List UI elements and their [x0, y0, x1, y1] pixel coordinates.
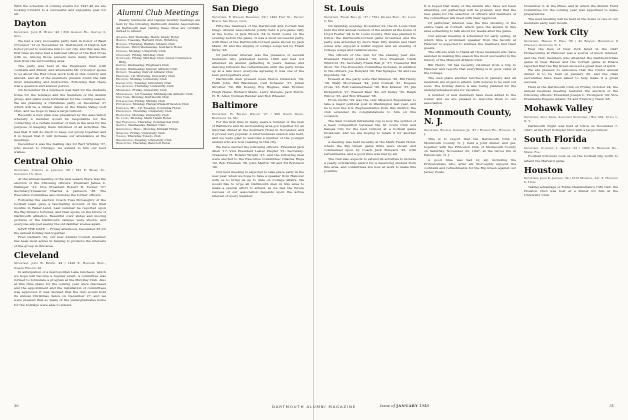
paragraph: This is to report that the Dartmouth Club of Monmouth County, N. J. held a joint dinner and get-together with the Princeton Club of Monmouth County on Saturday, November 22, 1947, at the Grove Inn in Eatontown, N. J. [424, 136, 516, 157]
secretary-address: Secretary, Charles A. Jameson '38 / 591 E. Broad St., Columbus 15, Ohio [14, 168, 106, 177]
meeting-item: Baltimore, Third Wednesday, Southern Hotel [116, 45, 182, 50]
club-heading: Cleveland [14, 249, 59, 260]
paragraph: It is hoped that many of the alumni who have not been attending our gatherings will be present, and that the new plans for the selection of officers and members of the committees will meet with their approval. [424, 4, 516, 21]
paragraph: On November 29 a luncheon was held for the students home for the holidays and the members of the alumni group, and plans were formulated for the coming season. We are planning a Christmas party on December 27 which will be a dinner dance at the Miami Valley Golf Club, and we hope to have a large turnout. [14, 88, 106, 113]
paragraph: Dartmouth Night was held at Utica on November 7, 1947, at the Fort Schuyler Club with a large turnout. [524, 123, 618, 132]
club-heading: New York City [524, 26, 589, 37]
secretary-address: Secretary, Clifford L. Graves '23 / 1800 N. Bayshore Dr., Miami, Fla. [524, 145, 618, 154]
meeting-item: New York, Monday, Dartmouth Club [116, 95, 170, 100]
meeting-detail: Thursday, Buffalo Athletic Club [128, 41, 176, 46]
club-heading: Houston [524, 164, 563, 175]
meeting-list [116, 36, 200, 146]
secretary-address: Secretary, Frank Bell Jr. '37 / 7501 Delmar Blvd., St. Louis 5, Mo. [324, 14, 416, 23]
meeting-detail: Thursday, Bancroft Hotel [132, 141, 171, 146]
meeting-item: Cleveland, Friday, Mid-Day Club, Union Commerce Bldg. [116, 56, 192, 64]
issue-prefix: Issue of [380, 403, 395, 408]
secretary-address: Secretary, Paul Shaw, Assistant Secretary / Box 332, Utica 1, N. Y. [524, 115, 618, 124]
meeting-city: Dayton [116, 63, 126, 68]
meeting-detail: Friday, Mid-Day Club, Union Commerce Bldg. [119, 56, 192, 64]
meeting-detail: 1st Thursday, University Club [130, 73, 176, 78]
meeting-detail: Monday, Kimball Hotel [143, 127, 178, 131]
paragraph: We are pleased to announce that the Club's annual dinner is to be held on January 30, and the class secretaries have been asked to help make it a great success. [524, 68, 618, 85]
meeting-city: Los Angeles [116, 84, 133, 89]
paragraph: Fred Gerhard '32, our new Alumni Council member, has been most active in helping to promote the interests of the group in this area. [14, 235, 106, 248]
right-page [314, 0, 628, 420]
meeting-city: Atlanta [116, 34, 127, 39]
meeting-city: Pittsburgh [116, 102, 131, 107]
meeting-detail: Tuesday, University Club [134, 137, 172, 142]
meeting-item: Dayton, Wednesday, Engineers Club [116, 63, 169, 68]
meeting-city: Cincinnati [116, 52, 131, 57]
meeting-item: Seattle, Wednesday, Rainier Club [116, 123, 166, 128]
meeting-detail: Friday, Midday Club [134, 98, 166, 103]
meeting-detail: Wednesday, Rainier Club [128, 123, 166, 128]
paragraph: For the first time in many years a number of the men of Baltimore and its surrounding area got together for an informal dinner at the Southern Hotel in November, and it proved very popular. A brief business session was held, and we were glad to welcome a number of the younger alumni who are now residing in this city. [212, 120, 304, 145]
meeting-detail: Friday, Mid-Day Club [131, 52, 164, 57]
meeting-detail: Monday, Mark Twain Hotel [130, 116, 171, 121]
paragraph: The officers wish to thank all those members who have assisted in making this season the most successful in the history of the Missouri Athletic Club. [424, 50, 516, 63]
issue-line [380, 403, 429, 408]
meeting-detail: Thursday, Commercial Club [137, 119, 179, 124]
left-column-3 [212, 4, 304, 399]
meeting-city: St. Louis [116, 116, 129, 121]
paragraph: Taking advantage of Eddie Chamberlain's ('36) visit, the Houston Club was host at a dinner for him at the University Club. [524, 185, 618, 198]
meeting-city: New York [116, 95, 130, 100]
meeting-city: Milwaukee [116, 87, 131, 92]
meeting-item: Providence, Thursday, University Club [116, 109, 172, 114]
meeting-item: Portland, Me., 1st Tuesday, Columbia Hotel [116, 105, 181, 110]
meeting-item: Boston, Tuesday, Harvard Club, Winthrop [116, 38, 178, 43]
meeting-city: Detroit [116, 70, 127, 75]
meeting-city: Portland, Me. [116, 105, 136, 110]
meeting-item: Washington, Tuesday, University Club [116, 137, 172, 142]
meeting-city: Providence [116, 109, 132, 114]
paragraph: How the men of New York fared in the 1947 Homecoming at Hanover was a source of much interest, and the Club members who attended the Dartmouth-Yale game in New Haven and the Cornell game at Ithaca reported that the Big Green showed a great deal of spirit. [524, 47, 618, 68]
club-heading: San Diego [212, 4, 259, 13]
paragraph: Fifty-five members of the Dartmouth and Cornell San Diego Alumni Associations jointly held a pre-game rally at the home of Jack Brown '34 in Point Loma on the evening before the game. It was a most successful party, with films of the Dartmouth-Cornell game shown by Jack Mann '36 and the singing of college songs led by Frank Kirby '28. [212, 23, 304, 52]
box-intro: Weekly luncheons and regular monthly meetings are held by the following Dartmouth Alumni Associations. All Dartmouth men visiting these cities are cordially invited to attend. [116, 18, 200, 34]
page-number-left: 30 [14, 404, 19, 408]
club-heading: St. Louis [324, 4, 365, 13]
secretary-address: Secretary, Harold F. Hall '36 / 45 Beacon, Bronxville 8 (Nassau), Irvington, N. Y. [524, 38, 618, 47]
box-title: Alumni Club Meetings [117, 8, 199, 17]
meeting-detail: Wednesday, Denver Athletic Club [127, 66, 178, 71]
paragraph: A good time was had by all, including the Princetonians who, after all, thoroughly enjoyed the cocktails and refreshments for the Big Green against our Jersey rivals. [424, 157, 516, 174]
paragraph: The club plans another luncheon in January and all members are urged to attend, with notices to be sent out soon. The holiday dance is also being planned for the undergraduates home for vacation. [424, 75, 516, 92]
meeting-item: Syracuse, Friday, University Club [116, 130, 165, 135]
paragraph: We had a very successful party held in honor of Basil O'Connor '12 on November 12. Dartmouth of Dayton felt honor proud to welcome him to our city, and this was the first time we have had a national officer of the Red Cross with us. Among those present were many Dartmouth men from the surrounding area. [14, 38, 106, 63]
meeting-city: Syracuse [116, 130, 129, 135]
meeting-item: Denver, Wednesday, Denver Athletic Club [116, 66, 178, 71]
meeting-item: Worcester, Thursday, Bancroft Hotel [116, 141, 171, 146]
club-heading: Monmouth County, N. J. [424, 106, 512, 127]
meeting-city: Chicago [116, 48, 127, 53]
meeting-city: Houston [116, 77, 128, 82]
meeting-city: Philadelphia [116, 98, 133, 103]
club-heading: Mohawk Valley [524, 103, 593, 114]
meeting-city: Minneapolis [116, 91, 133, 96]
secretary-address: Secretary, John W. Beekel '44 / 1400 E. Hanford Blvd., Shaker Heights 20 [14, 261, 106, 270]
club-heading: Dayton [14, 18, 47, 29]
meeting-detail: Tuesday, Detroit Athletic Club [128, 70, 174, 75]
meeting-item: San Francisco, Thursday, Commercial Club [116, 119, 179, 124]
meeting-city: Washington [116, 137, 133, 142]
paragraph: December 4 was the mailing day for Bert Whiting '37, who moved to Chicago; we extend to him our best wishes. [14, 142, 106, 155]
meeting-item: Kansas City, Tuesday, University Club [116, 80, 172, 85]
meeting-city: Buffalo [116, 41, 127, 46]
meeting-item: Minneapolis, 1st Tuesday, Minneapolis Athletic Club [116, 91, 193, 96]
meeting-detail: Friday, University Club [132, 87, 167, 92]
meeting-item: Houston, Monday, University Club [116, 77, 167, 82]
secretary-address: Secretary, F. William Blackman '29 / 1462 Fort St., Pacific Beach, San Diego, Calif. [212, 14, 304, 23]
paragraph: Held at the Dartmouth Club on Friday, October 24, the annual business meeting featured the election of the following officers: President Joseph C. Thompson '20; Vice Presidents Eugene Adams '32 and Francis J. Nash '28. [524, 85, 618, 102]
meeting-detail: Wednesday, Engineers Club [127, 63, 169, 68]
paragraph: Following the election Coach Tuss McLaughry of the football team gave a fascinating account of his final months in Baker-Land. Last summer he reported upon the Big Green's fortunes, and then spoke on the future of Dartmouth athletics. Beautiful color slides and moving pictures of the Dartmouth campus were shown, and everyone enjoyed seeing the old familiar scenes again. [14, 197, 106, 227]
left-column-1 [14, 4, 106, 399]
paragraph: The club also expects to extend its activities to include a yearly scholarship award for a deserving student from this area, and committees are now at work to make this possible. [324, 156, 416, 173]
meeting-detail: Friday, University Club [130, 130, 165, 135]
paragraph: Bill Henry '39 has recently returned from a trip to Hanover and reports that everything is in good order at the College. [424, 63, 516, 76]
meeting-detail: Thursday, University Club [133, 109, 172, 114]
paragraph: Of particular interest was the presence of several members who graduated before 1900 and had not attended an alumni gathering in years. Games and dancing followed the refreshments until the party broke up at a late hour, everyone agreeing it was one of the best get-togethers ever. [212, 52, 304, 77]
meeting-item: Cincinnati, Friday, Mid-Day Club [116, 52, 164, 57]
paragraph: The officers of the club for the ensuing year are: President Harold Johnson '32; Vice President Clark Whitford '35; Secretary Frank Bell Jr. '37; Treasurer Bill Stout '39. The Executive Committee includes, in addition to the officers, Joe Bunyard '28, Hal Sprague '30 and Lee Ingoldsby '34. [324, 52, 416, 77]
paragraph: With the schedule of coming events for 1947-48 we are looking forward to a successful and enjoyable year for all. [14, 4, 106, 17]
meeting-item: Pittsburgh, Monday, Harvard-Yale-Princeton Club [116, 102, 189, 107]
meeting-city: Hartford [116, 73, 129, 78]
paragraph: Our annual meeting is scheduled for early spring, at which time a prominent speaker from the faculty at Hanover is expected to address the members and their guests. [424, 33, 516, 50]
right-column-1 [324, 4, 416, 399]
meeting-city: Baltimore [116, 45, 130, 50]
issue-month: JANUARY [396, 404, 419, 408]
paragraph: We have elected the following officers: President Jack Allen '17; Vice President Lester Ziegler '21; Secretary-Treasurer H. Roland Wright '27; and the following men were elected to the Executive Committee: Charles Ruge '32, Bob Fineman '38, John Martin '38 and Ed Robinson '40. [212, 145, 304, 170]
meeting-item: Milwaukee, Friday, University Club [116, 87, 167, 92]
paragraph: A number of new members have been added to the roster, and we are pleased to welcome them to our association. [424, 92, 516, 105]
club-heading: Baltimore [212, 99, 258, 110]
meeting-detail: Monday, Dartmouth Club [131, 95, 170, 100]
meeting-item: Philadelphia, Friday, Midday Club [116, 98, 166, 103]
meeting-city: Denver [116, 66, 126, 71]
magazine-footer: DARTMOUTH ALUMNI MAGAZINE [271, 404, 357, 409]
paragraph: On Saturday evening, November 22, the St. Louis Club held the first annual reunion of the alumni at the home of Lloyd Fowler '24 in St. Louis County. This was planned to follow the Dartmouth-Cornell game broadcast and the party was attended by more than fifty alumni and their wives who enjoyed a buffet supper and an evening of College songs and reminiscences. [324, 23, 416, 52]
right-column-3 [524, 4, 618, 399]
paragraph: A meeting was held recently at the Mark Twain Hotel, where the Big Green game films were shown and commented upon by Coach Jack Bunyard '28, with refreshments, and a good time was had by all. [324, 139, 416, 156]
meeting-detail: Monday, University Club [129, 77, 167, 82]
right-column-2 [424, 4, 516, 399]
meeting-city: Seattle [116, 123, 127, 128]
meeting-item: Chicago, Monday, University Club [116, 48, 166, 53]
meeting-detail: Thursday, Toledo Club [127, 134, 161, 139]
paragraph: Present at the party were Hal Simmon '36, Bill Henry '39, Wally Moorehead '44, John Connell '41, Eugene Cross '23, Rolf Lammermeier '30, Bob Kramer '35, Jim Kirkpatrick '27, Russell Baer '40, Art Pelley '35, Ralph Wilcox '25, and Bob Wheeler '38. [324, 77, 416, 98]
meeting-city: Cleveland [116, 56, 131, 61]
paragraph: November 2, at the Pines, and at which the Alumni Fund Committee for the coming year was appointed to make preparations. [524, 4, 618, 17]
meeting-detail: Thursday, University Club [134, 84, 174, 89]
secretary-address: Secretary, H. Roland Wright '27 / 900 North Drive, Baltimore 12, Md. [212, 111, 304, 120]
meeting-city: Toledo [116, 134, 126, 139]
alumni-club-meetings-box [112, 4, 204, 149]
meeting-city: Kansas City [116, 80, 133, 85]
secretary-address: Secretary, John B. Byrne '40 / 650 Gordon Rd., Dayton 3, Ohio [14, 30, 106, 39]
meeting-detail: Tuesday, University Club [134, 80, 172, 85]
meeting-item: Atlanta, 2nd Thursday, Henry Grady Hotel [116, 34, 179, 39]
issue-year: 1948 [419, 403, 429, 408]
paragraph: Our next meeting is expected to take place early in the new year, when we hope to have a speaker from Hanover with us to bring us up to date on College affairs. We would like to urge all Dartmouth men in this area to make a special effort to attend, as we feel the future success of our association depends upon the active interest of every member. [212, 169, 304, 199]
meeting-item: Buffalo, Thursday, Buffalo Athletic Club [116, 41, 176, 46]
club-heading: South Florida [524, 133, 587, 144]
paragraph: The Saul Connell intramural cup is now the symbol of a keen competition between the St. Louis Club and Kansas City for the best turnout at a football game broadcast, and we are hoping to retain it for another year. [324, 119, 416, 140]
meeting-city: Worcester [116, 141, 131, 146]
paragraph: SAVE THE DATE — Friday afternoon, December 26 for the annual holiday Get-together. [14, 226, 106, 235]
meeting-city: Rochester [116, 112, 131, 117]
meeting-city: Springfield, Mass. [116, 127, 142, 131]
meeting-detail: Monday, University Club [132, 112, 169, 117]
paragraph: At the annual meeting of the new season there was the election of the following officers: President James C. Dellinger '31; Vice President Robert B. Tucker '37; Secretary-Treasurer Charles A. Jameson '38. The Executive Committee also includes the former officers. [14, 176, 106, 198]
meeting-item: Rochester, Monday, University Club [116, 112, 169, 117]
meeting-item: Hartford, 1st Thursday, University Club [116, 73, 176, 78]
meeting-detail: 1st Tuesday, Minneapolis Athletic Club [134, 91, 193, 96]
meeting-item: Detroit, Tuesday, Detroit Athletic Club [116, 70, 174, 75]
paragraph: The party was held at the Engineers Club with cocktails and dinner, and afterwards Mr. O'Connor spoke to us about the Red Cross work both in this country and abroad, and all of the members present found the talk most interesting and instructive. Following that there was a question and answer period. [14, 63, 106, 88]
paragraph: In anticipation of a metropolitan Lake luncheon, which we hope will become a regular event, a committee was formed to formulate a program at the Mid-Day Club. Also at this time plans for the coming year were discussed and the appointment and the installation of committees was approved. It was decided that the club would hold its annual Christmas dance on December 27, and we were pleased that so many of the undergraduates home for the holidays were able to attend. [14, 270, 106, 307]
paragraph: Of particular interest was the fine showing of the entire team at Cornell, which gave the alumni in this area something to talk about for weeks after the game. [424, 20, 516, 33]
meeting-item: Springfield, Mass., Monday, Kimball Hotel [116, 127, 178, 131]
paragraph: From Curtis '29 was the only Missouri Republican to take a major political post in Washington last year, and he is now the U.S. Representative from this district; the club extended its congratulations to him on this occasion. [324, 98, 416, 119]
meeting-detail: 2nd Thursday, Henry Grady Hotel [128, 34, 179, 39]
meeting-item: Toledo, Thursday, Toledo Club [116, 134, 161, 139]
secretary-address: Secretary, Russell Sherman Jr. '47 / Rumson Rd., Rumson, N. J. [424, 128, 516, 137]
meeting-city: Boston [116, 38, 126, 43]
page-number-right: 31 [609, 404, 614, 408]
paragraph: Dartmouth men present were Pierce Dickerson '29, Faith John, Bill Blackman, Carl Schaefer '27, Julian Strother '30, Bill Koenig, Roy Hughes, Alan Horner, Hugh Heinz, Richard Mann, Larry Stevens, Jack Burch, H. H. Alter, Norman Bender and Bob Wheeler. [212, 77, 304, 98]
meeting-item: St. Louis, Monday, Mark Twain Hotel [116, 116, 171, 121]
meeting-detail: Tuesday, Harvard Club, Winthrop [127, 38, 178, 43]
meeting-item: Los Angeles, Thursday, University Club [116, 84, 174, 89]
meeting-detail: Monday, University Club [128, 48, 166, 53]
left-column-2 [112, 4, 204, 399]
meeting-city: San Francisco [116, 119, 136, 124]
meeting-detail: 1st Tuesday, Columbia Hotel [137, 105, 181, 110]
paragraph: The next meeting will be held at the home of one of our members early next month. [524, 16, 618, 25]
paragraph: Recently a new plan was presented by the association whereby a member would be responsible for the contacting of a certain number of men in the area for the purpose of keeping them informed of all activities. We feel that it will do much to keep our group together and it is hoped that it will increase our attendance at the meetings. [14, 113, 106, 142]
secretary-address: Secretary, John K. Jackson '34 / 2515 Morrell, Apt. 3, Houston 6, Texas [524, 176, 618, 185]
club-heading: Central Ohio [14, 156, 73, 167]
meeting-detail: Third Wednesday, Southern Hotel [131, 45, 182, 50]
paragraph: Football followers took us on the football trip north to attend the Harvard game. [524, 154, 618, 163]
meeting-detail: Monday, Harvard-Yale-Princeton Club [132, 102, 189, 107]
